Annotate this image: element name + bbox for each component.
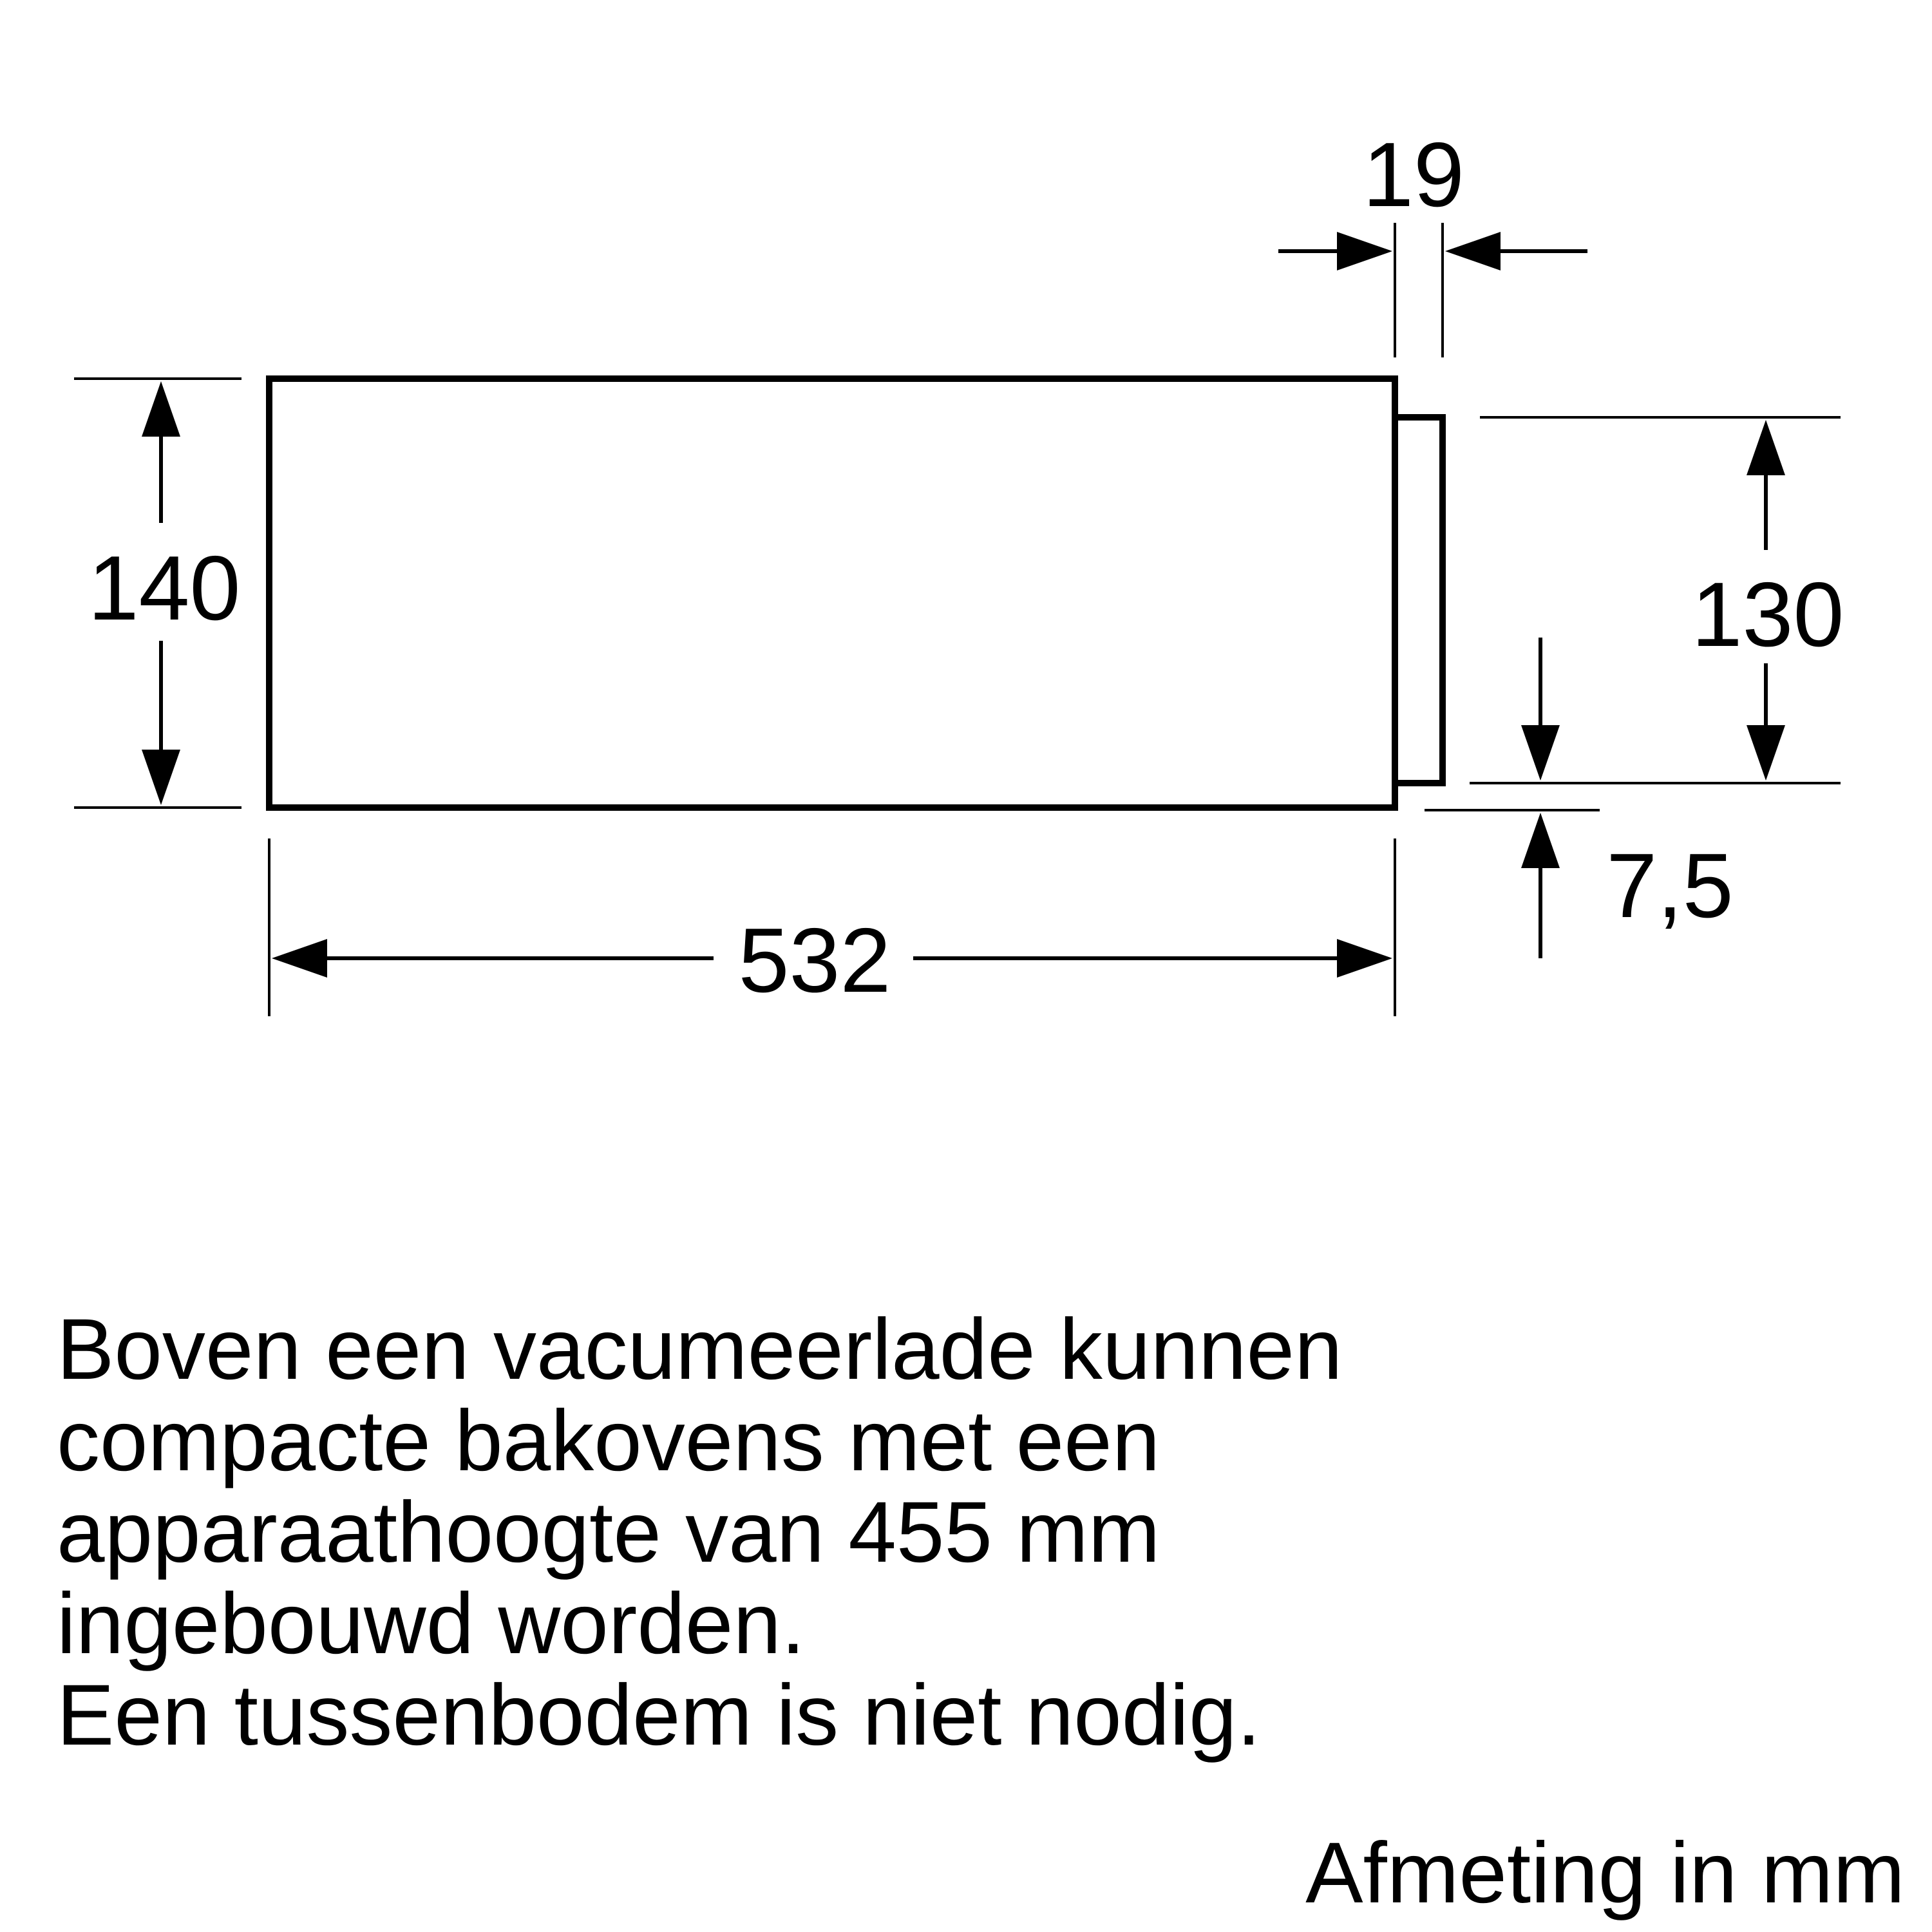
- note-line: apparaathoogte van 455 mm: [57, 1484, 1160, 1580]
- width-dimension: [269, 838, 1395, 1016]
- front-depth-dimension: [1278, 124, 1587, 357]
- note-line: Een tussenbodem is niet nodig.: [57, 1667, 1261, 1763]
- drawer-body: [269, 379, 1395, 808]
- drawer-front-panel: [1395, 417, 1443, 783]
- note-line: compacte bakovens met een: [57, 1393, 1160, 1489]
- height-dimension-value: 140: [88, 537, 241, 639]
- bottom-offset-dimension: [1425, 638, 1734, 958]
- unit-label: Afmeting in mm: [1305, 1825, 1905, 1921]
- width-dimension-value: 532: [738, 909, 891, 1012]
- note-line: Boven een vacumeerlade kunnen: [57, 1302, 1343, 1397]
- installation-note: [57, 1304, 1795, 1761]
- front-height-dimension-value: 130: [1691, 564, 1844, 666]
- bottom-offset-dimension-value: 7,5: [1606, 835, 1734, 937]
- note-line: ingebouwd worden.: [57, 1576, 806, 1672]
- front-depth-dimension-value: 19: [1363, 124, 1464, 226]
- height-dimension: [74, 379, 242, 808]
